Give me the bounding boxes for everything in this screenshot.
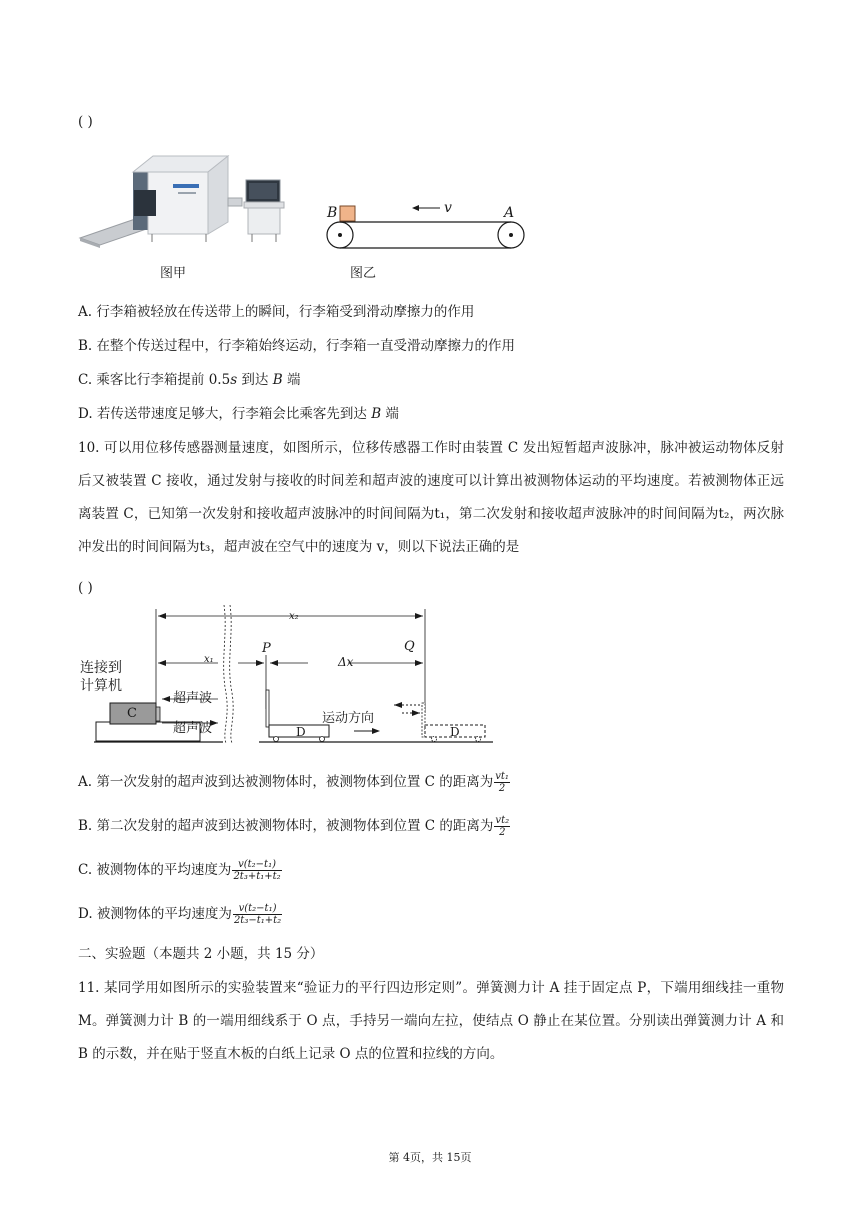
fig10-label-x1: x₁	[204, 654, 214, 665]
fig10-label-d1: D	[296, 725, 306, 739]
q9-option-c: C. 乘客比行李箱提前 0.5s 到达 B 端	[78, 372, 301, 388]
figure-yi-caption: 图乙	[350, 266, 377, 281]
fig10-label-motion: 运动方向	[322, 711, 375, 726]
figure-yi-label-v: v	[444, 200, 452, 216]
q10-answer-paren: ( )	[78, 580, 93, 596]
q10-option-c: C. 被测物体的平均速度为 $\frac{\text{v(t₂−t₁)}}{\text{2t₃+t₁+t₂}}$	[78, 859, 281, 882]
q10-stem: 10. 可以用位移传感器测量速度，如图所示，位移传感器工作时由装置 C 发出短暂超声波脉冲，脉冲被运动物体反射后又被装置 C 接收，通过发射与接收的时间差和超声波的速度可以计算出被测物体运动的平均速度。若被测物体正远离装置 C，已知第一次发射和接收超声波脉冲的时间间隔为t₁，第二次发射和接收超声波脉冲的时间间隔为t₂，两次脉冲发出的时间间隔为t₃，超声波在空气中的速度为 v，则以下说法正确的是	[78, 440, 784, 555]
q9-option-d: D. 若传送带速度足够大，行李箱会比乘客先到达 B 端	[78, 406, 399, 422]
q9-option-b: B. 在整个传送过程中，行李箱始终运动，行李箱一直受滑动摩擦力的作用	[78, 338, 516, 354]
figure-jia-security-scanner	[78, 150, 298, 250]
figure-yi-label-a: A	[504, 205, 515, 221]
fig10-label-q: Q	[404, 639, 415, 654]
q11-stem: 11. 某同学用如图所示的实验装置来“验证力的平行四边形定则”。弹簧测力计 A 挂于固定点 P，下端用细线挂一重物 M。弹簧测力计 B 的一端用细线系于 O 点，手持另一端向左拉，使结点 O 静止在某位置。分别读出弹簧测力计 A 和 B 的示数，并在贴于竖直木板的白纸上记录 O 点的位置和拉线的方向。	[78, 980, 784, 1062]
fig10-label-ultrasonic-1: 超声波	[173, 691, 213, 706]
section-2-heading: 二、实验题（本题共 2 小题，共 15 分）	[78, 946, 324, 962]
figure-jia-caption: 图甲	[160, 266, 187, 281]
q10-option-d: D. 被测物体的平均速度为 $\frac{\text{v(t₂−t₁)}}{\text{2t₃−t₁+t₂}}$	[78, 903, 282, 926]
q9-answer-paren: ( )	[78, 114, 93, 130]
q9-option-a: A. 行李箱被轻放在传送带上的瞬间，行李箱受到滑动摩擦力的作用	[78, 304, 475, 320]
q10-option-b: B. 第二次发射的超声波到达被测物体时，被测物体到位置 C 的距离为 $\frac{\text{vt₂}}{2}$	[78, 815, 510, 838]
figure-yi-conveyor	[318, 196, 533, 256]
fig10-label-connect-1: 连接到	[80, 660, 122, 676]
page-footer: 第 4页，共 15页	[388, 1151, 472, 1164]
fig10-label-connect-2: 计算机	[80, 678, 122, 694]
figure-yi-label-b: B	[327, 205, 338, 221]
fig10-label-p: P	[262, 641, 271, 656]
fig10-label-d2: D	[450, 725, 460, 739]
fig10-label-dx: Δx	[338, 655, 354, 669]
fig10-label-c: C	[127, 706, 137, 721]
fig10-label-x2: x₂	[289, 611, 299, 622]
figure-q10-ultrasonic	[78, 603, 498, 748]
fig10-label-ultrasonic-2: 超声波	[173, 721, 213, 736]
q10-option-a: A. 第一次发射的超声波到达被测物体时，被测物体到位置 C 的距离为 $\frac{\text{vt₁}}{2}$	[78, 771, 509, 794]
